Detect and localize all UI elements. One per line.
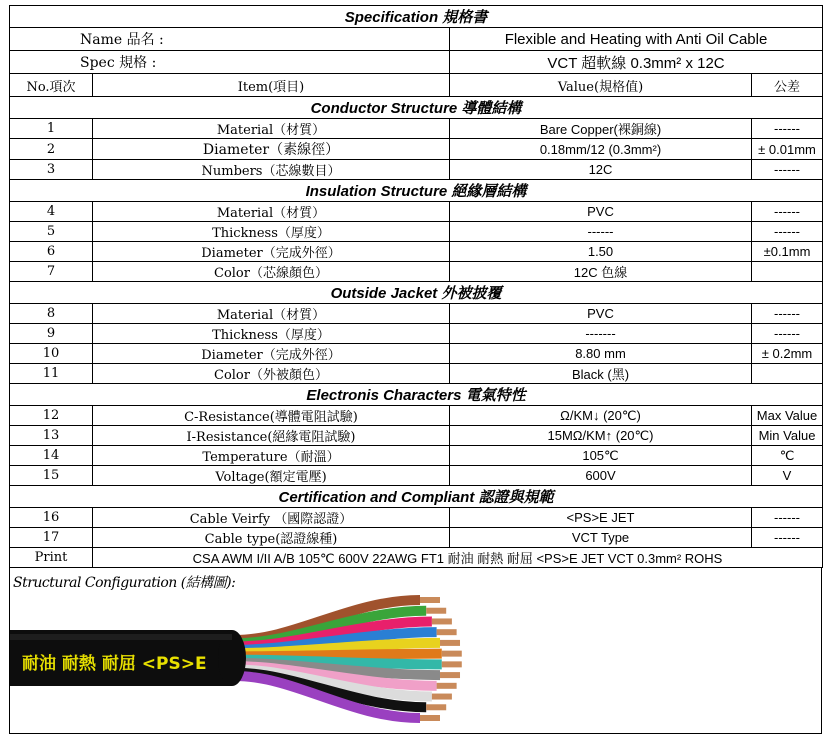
table-row [10, 222, 823, 242]
row-item: Voltage(額定電壓) [93, 466, 450, 486]
table-row [10, 119, 823, 139]
section-certification: Certification and Compliant 認證與規範 [10, 486, 823, 508]
row-tolerance: ± 0.2mm [752, 344, 823, 364]
table-row [10, 364, 823, 384]
table-row [10, 324, 823, 344]
name-value: Flexible and Heating with Anti Oil Cable [450, 28, 823, 51]
row-number: 5 [10, 222, 93, 242]
section-insulation: Insulation Structure 絕緣層結構 [10, 180, 823, 202]
print-value: CSA AWM I/II A/B 105℃ 600V 22AWG FT1 耐油 耐熱 耐屈 <PS>E JET VCT 0.3mm² ROHS [93, 548, 823, 568]
row-item: Diameter（完成外徑） [93, 344, 450, 364]
header-tolerance: 公差 [752, 74, 823, 97]
row-tolerance: ------ [752, 528, 823, 548]
row-number: 9 [10, 324, 93, 344]
row-tolerance: Max Value [752, 406, 823, 426]
table-row [10, 262, 823, 282]
row-item: Material（材質） [93, 119, 450, 139]
copper-conductor-tip [442, 651, 462, 657]
table-row [10, 160, 823, 180]
row-number: 2 [10, 139, 93, 160]
row-number: 14 [10, 446, 93, 466]
copper-conductor-tip [440, 672, 460, 678]
row-number: 4 [10, 202, 93, 222]
row-value: ------- [450, 324, 752, 344]
row-number: 15 [10, 466, 93, 486]
copper-conductor-tip [437, 629, 457, 635]
table-row [10, 528, 823, 548]
copper-conductor-tip [426, 608, 446, 614]
cable-illustration [10, 568, 821, 733]
table-row [10, 304, 823, 324]
section-conductor: Conductor Structure 導體結構 [10, 97, 823, 119]
row-item: Color（外被顏色） [93, 364, 450, 384]
row-item: Temperature（耐溫） [93, 446, 450, 466]
table-row [10, 139, 823, 160]
row-value: 15MΩ/KM↑ (20℃) [450, 426, 752, 446]
wire-bundle [235, 597, 462, 721]
row-item: Color（芯線顏色） [93, 262, 450, 282]
structural-configuration [9, 568, 822, 734]
row-item: Cable type(認證線種) [93, 528, 450, 548]
row-number: 11 [10, 364, 93, 384]
row-item: Thickness（厚度） [93, 324, 450, 344]
row-number: 10 [10, 344, 93, 364]
table-row [10, 242, 823, 262]
copper-conductor-tip [440, 640, 460, 646]
row-value: 105℃ [450, 446, 752, 466]
row-tolerance: ------ [752, 160, 823, 180]
table-row [10, 202, 823, 222]
spec-label: Spec 規格 : [10, 51, 450, 74]
row-value: Bare Copper(裸銅線) [450, 119, 752, 139]
row-tolerance [752, 262, 823, 282]
table-row [10, 426, 823, 446]
copper-conductor-tip [420, 597, 440, 603]
row-item: Diameter（素線徑） [93, 139, 450, 160]
row-value: 1.50 [450, 242, 752, 262]
row-tolerance: ------ [752, 324, 823, 344]
section-electronic: Electronis Characters 電氣特性 [10, 384, 823, 406]
cable-print-text: 耐油 耐熱 耐屈 <PS>E [22, 654, 207, 674]
specification-sheet [9, 5, 822, 734]
row-value: 8.80 mm [450, 344, 752, 364]
print-label: Print [10, 548, 93, 568]
table-row [10, 446, 823, 466]
row-value: VCT Type [450, 528, 752, 548]
row-item: Material（材質） [93, 202, 450, 222]
spec-value: VCT 超軟線 0.3mm² x 12C [450, 51, 823, 74]
row-item: Cable Veirfy （國際認證） [93, 508, 450, 528]
row-item: Diameter（完成外徑） [93, 242, 450, 262]
row-item: Material（材質） [93, 304, 450, 324]
name-label: Name 品名 : [10, 28, 450, 51]
copper-conductor-tip [426, 704, 446, 710]
copper-conductor-tip [437, 683, 457, 689]
copper-conductor-tip [420, 715, 440, 721]
row-value: PVC [450, 304, 752, 324]
header-item: Item(項目) [93, 74, 450, 97]
row-value: 0.18mm/12 (0.3mm²) [450, 139, 752, 160]
row-number: 12 [10, 406, 93, 426]
row-value: ------ [450, 222, 752, 242]
row-number: 16 [10, 508, 93, 528]
row-value: 600V [450, 466, 752, 486]
row-value: <PS>E JET [450, 508, 752, 528]
section-outside-jacket: Outside Jacket 外被披覆 [10, 282, 823, 304]
row-value: Black (黑) [450, 364, 752, 384]
row-tolerance: ------ [752, 508, 823, 528]
row-tolerance [752, 364, 823, 384]
row-tolerance: ------ [752, 202, 823, 222]
row-item: I-Resistance(絕緣電阻試驗) [93, 426, 450, 446]
row-number: 3 [10, 160, 93, 180]
row-tolerance: ------ [752, 304, 823, 324]
row-value: PVC [450, 202, 752, 222]
row-item: Thickness（厚度） [93, 222, 450, 242]
table-row [10, 406, 823, 426]
row-number: 8 [10, 304, 93, 324]
header-no: No.項次 [10, 74, 93, 97]
row-item: C-Resistance(導體電阻試驗) [93, 406, 450, 426]
row-number: 7 [10, 262, 93, 282]
copper-conductor-tip [432, 694, 452, 700]
table-row [10, 466, 823, 486]
row-number: 1 [10, 119, 93, 139]
row-tolerance: ±0.1mm [752, 242, 823, 262]
row-tolerance: ------ [752, 119, 823, 139]
row-tolerance: ± 0.01mm [752, 139, 823, 160]
copper-conductor-tip [442, 661, 462, 667]
row-tolerance: ℃ [752, 446, 823, 466]
table-row [10, 344, 823, 364]
row-value: Ω/KM↓ (20℃) [450, 406, 752, 426]
table-row [10, 508, 823, 528]
row-item: Numbers（芯線數目） [93, 160, 450, 180]
copper-conductor-tip [432, 618, 452, 624]
structure-label: Structural Configuration (結構圖): [13, 575, 236, 591]
row-tolerance: V [752, 466, 823, 486]
row-number: 17 [10, 528, 93, 548]
row-tolerance: ------ [752, 222, 823, 242]
row-tolerance: Min Value [752, 426, 823, 446]
document-title: Specification 規格書 [10, 6, 823, 28]
row-number: 13 [10, 426, 93, 446]
header-value: Value(規格值) [450, 74, 752, 97]
spec-table [9, 5, 823, 568]
row-number: 6 [10, 242, 93, 262]
row-value: 12C [450, 160, 752, 180]
row-value: 12C 色線 [450, 262, 752, 282]
